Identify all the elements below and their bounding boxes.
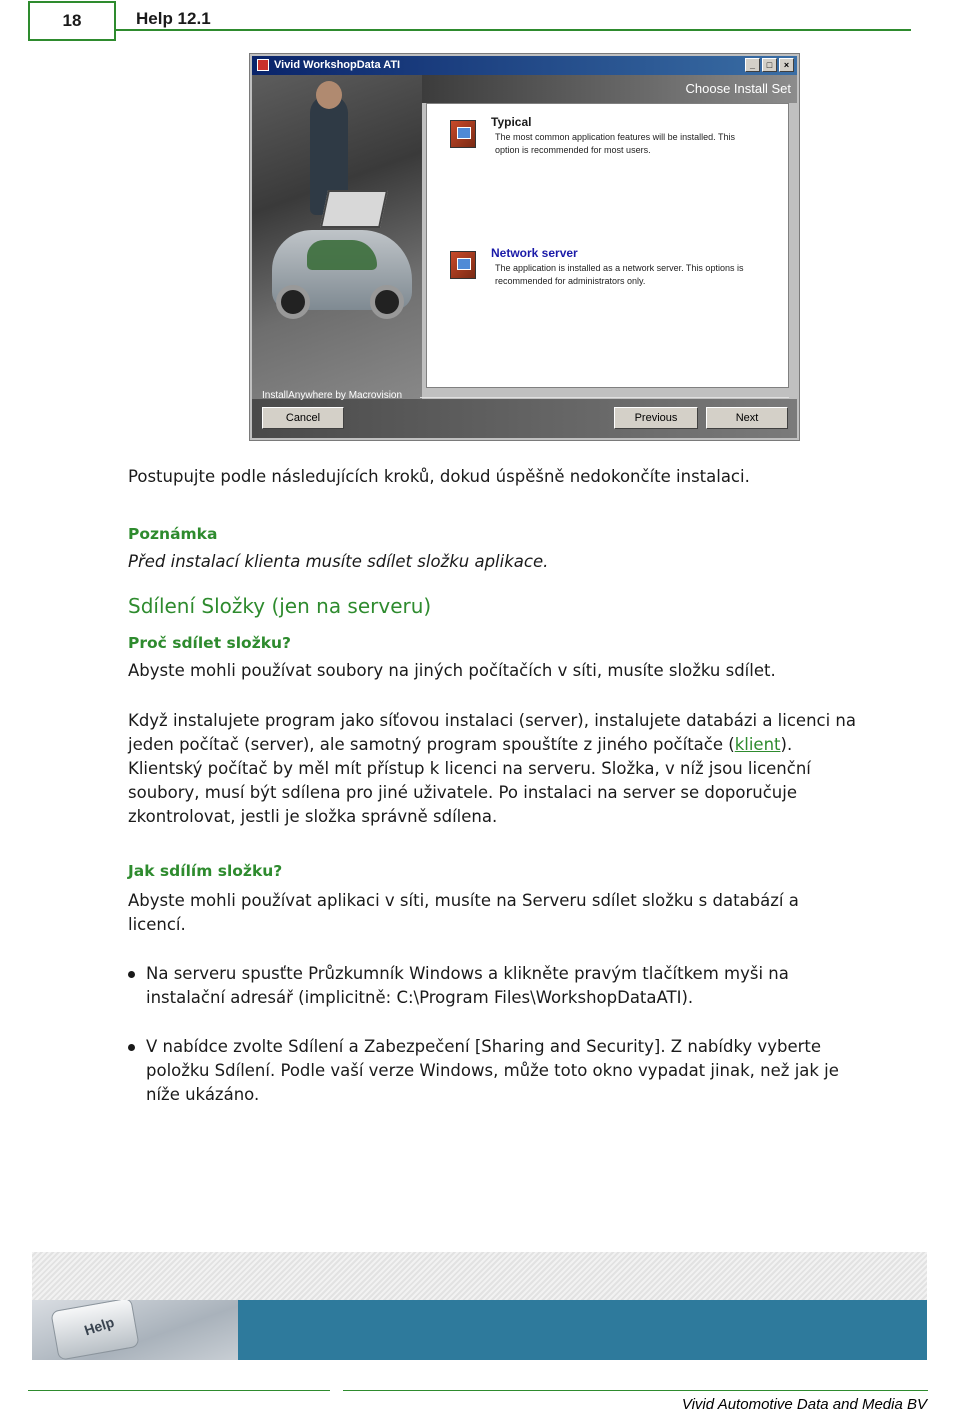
installer-brand: InstallAnywhere by Macrovision: [262, 390, 403, 401]
note-heading: Poznámka: [128, 525, 218, 543]
typical-option-title[interactable]: Typical: [491, 115, 532, 129]
network-install-paragraph: Když instalujete program jako síťovou instalaci (server), instalujete databázi a licenci na jeden počítač (server), ale samotný program spouštíte z jiného počítače (klient). Klientský počítač by měl mít přístup k licenci na serveru. Složka, v níž jsou licenční soubory, musí být sdílena pro jiné uživatele. Po instalaci na server se doporučuje zkontrolovat, jestli je složka správně sdílena.: [128, 711, 856, 826]
maximize-icon[interactable]: □: [762, 58, 777, 72]
question-why-share: Proč sdílet složku?: [128, 634, 292, 652]
installer-window-title: Vivid WorkshopData ATI: [274, 59, 401, 71]
footer-keyboard-image: [32, 1300, 238, 1360]
typical-option-description: The most common application features will be installed. This option is recommended for most users.: [495, 132, 735, 155]
answer-why-share: Abyste mohli používat soubory na jiných počítačích v síti, musíte složku sdílet.: [128, 661, 776, 680]
typical-option-icon[interactable]: [450, 120, 476, 148]
help-key-label: Help: [82, 1313, 117, 1339]
list-item: V nabídce zvolte Sdílení a Zabezpečení [Sharing and Security]. Z nabídky vyberte položku Sdílení. Podle vaší verze Windows, může toto okno vypadat jinak, než jak je níže ukázáno.: [128, 1035, 918, 1107]
document-title: Help 12.1: [136, 9, 211, 28]
minimize-icon[interactable]: _: [745, 58, 760, 72]
install-set-panel: [426, 103, 789, 388]
answer-how-share: Abyste mohli používat aplikaci v síti, musíte na Serveru sdílet složku s databází a licencí.: [128, 891, 799, 934]
next-button[interactable]: Next: [706, 407, 788, 429]
car-engine-image: [307, 240, 377, 270]
cancel-button[interactable]: Cancel: [262, 407, 344, 429]
network-server-option-icon[interactable]: [450, 251, 476, 279]
header-rule: [116, 29, 911, 31]
app-icon: [257, 59, 269, 71]
footer-pattern: [32, 1252, 927, 1300]
question-how-share: Jak sdílím složku?: [128, 862, 283, 880]
step-title: Choose Install Set: [685, 81, 791, 96]
installer-screenshot: [249, 53, 800, 441]
footer-company: Vivid Automotive Data and Media BV: [681, 1396, 927, 1413]
bullet-icon: [128, 1044, 135, 1051]
installer-separator: [420, 397, 789, 398]
previous-button[interactable]: Previous: [614, 407, 698, 429]
section-heading: Sdílení Složky (jen na serveru): [128, 594, 432, 618]
footer-rule-left: [28, 1390, 330, 1391]
page-number: 18: [28, 1, 116, 41]
intro-text: Postupujte podle následujících kroků, dokud úspěšně nedokončíte instalaci.: [128, 467, 750, 486]
footer-rule-right: [343, 1390, 928, 1391]
network-server-option-description: The application is installed as a network server. This options is recommended for administrators only.: [495, 263, 744, 286]
laptop-image: [320, 190, 388, 228]
bullet-icon: [128, 971, 135, 978]
window-controls: [745, 58, 794, 72]
installer-side-image: [252, 75, 422, 410]
footer-bar: [238, 1300, 927, 1360]
car-wheel-front: [276, 285, 310, 319]
client-link[interactable]: klient: [734, 735, 781, 754]
close-icon[interactable]: ×: [779, 58, 794, 72]
network-server-option-title[interactable]: Network server: [491, 246, 578, 260]
note-text: Před instalací klienta musíte sdílet složku aplikace.: [128, 552, 549, 571]
mechanic-head: [316, 81, 342, 109]
installer-titlebar: [252, 56, 797, 75]
car-wheel-rear: [370, 285, 404, 319]
list-item: Na serveru spusťte Průzkumník Windows a klikněte pravým tlačítkem myši na instalační adresář (implicitně: C:\Program Files\WorkshopDataATI).: [128, 962, 918, 1010]
